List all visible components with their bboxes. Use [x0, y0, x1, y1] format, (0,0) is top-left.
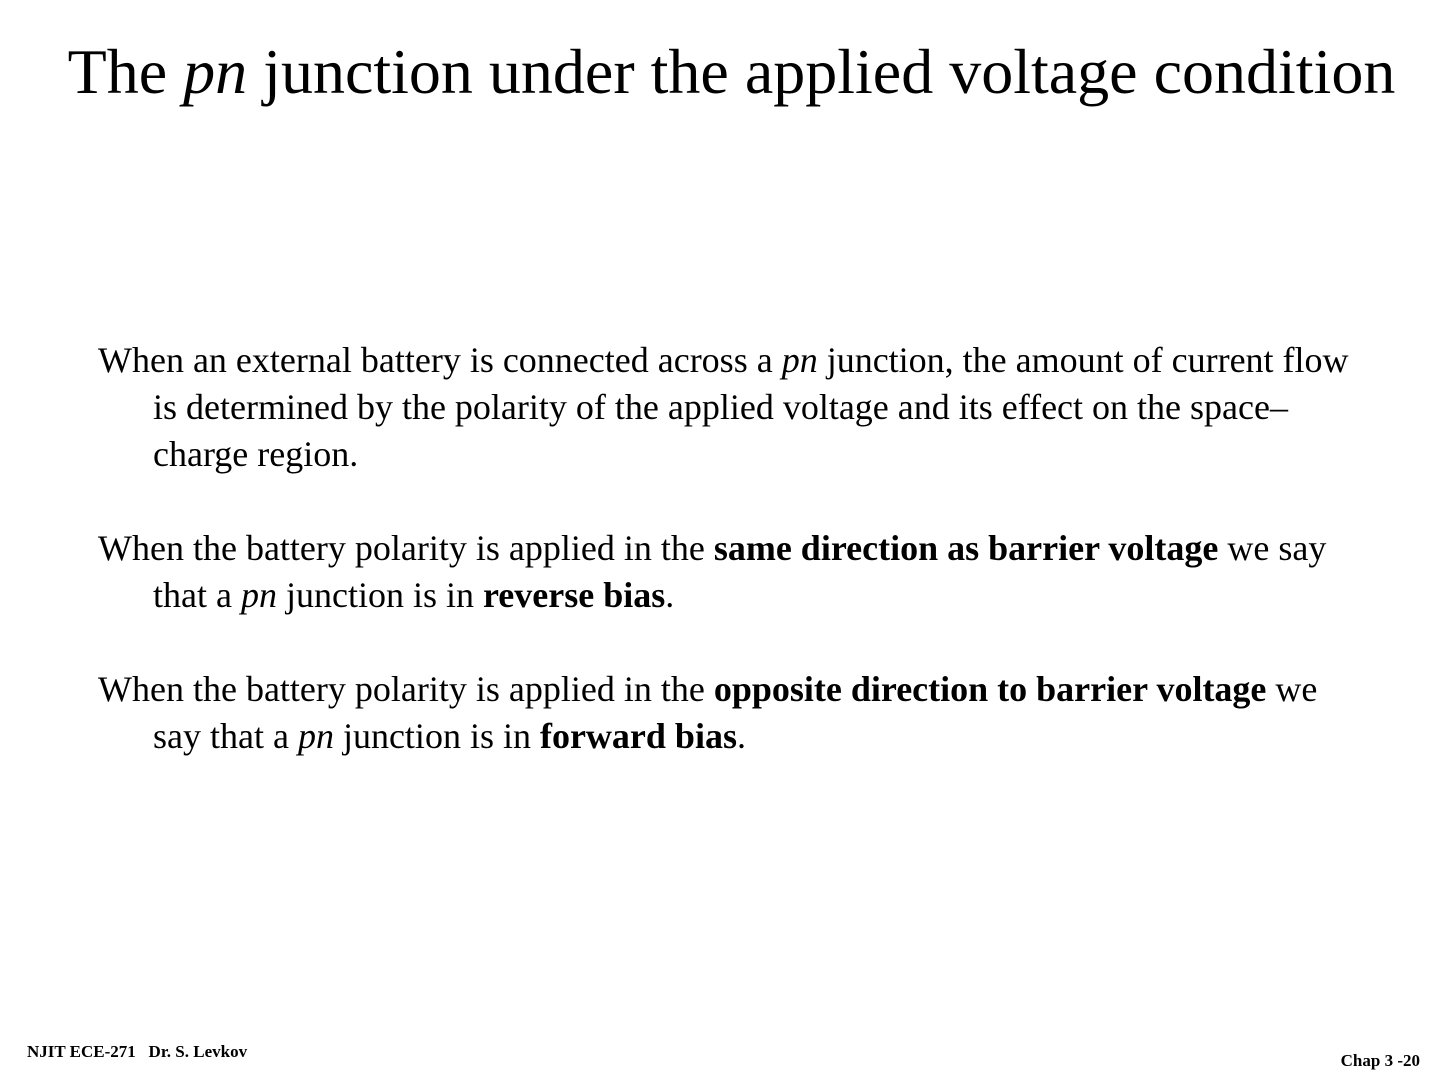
- footer-course: NJIT ECE-271: [27, 1042, 136, 1061]
- paragraph-text: When the battery polarity is applied in the: [98, 528, 714, 568]
- footer-course-author: [27, 1042, 247, 1062]
- title-pn-italic: pn: [183, 36, 248, 107]
- paragraph-reverse-bias: [98, 525, 1360, 619]
- title-text-rest: junction under the applied voltage condition: [247, 36, 1396, 107]
- paragraph-text: .: [665, 575, 675, 615]
- bold-phrase: opposite direction to barrier voltage: [713, 669, 1267, 709]
- paragraph-forward-bias: [98, 666, 1360, 760]
- paragraph-text: junction, the amount of current flow is determined by the polarity of the applied voltage and its effect on the space–charge region.: [153, 340, 1349, 474]
- footer-author: Dr. S. Levkov: [148, 1042, 248, 1061]
- slide-title: [60, 28, 1403, 115]
- paragraph-text: When an external battery is connected across a: [98, 340, 782, 380]
- paragraph-text: .: [736, 716, 746, 756]
- title-text: The: [67, 36, 184, 107]
- pn-italic: pn: [240, 575, 277, 615]
- bold-phrase: same direction as barrier voltage: [713, 528, 1219, 568]
- paragraph-text: we say that a: [153, 528, 1327, 615]
- reverse-bias-term: reverse bias: [482, 575, 666, 615]
- paragraph-text: When the battery polarity is applied in the: [98, 669, 714, 709]
- pn-italic: pn: [297, 716, 334, 756]
- paragraph-external-battery: [98, 337, 1360, 478]
- pn-italic: pn: [781, 340, 818, 380]
- footer-page-number: Chap 3 -20: [1340, 1051, 1420, 1070]
- paragraph-text: junction is in: [333, 716, 540, 756]
- paragraph-text: we say that a: [153, 669, 1318, 756]
- paragraph-text: junction is in: [276, 575, 483, 615]
- slide-body: [98, 337, 1360, 807]
- forward-bias-term: forward bias: [539, 716, 737, 756]
